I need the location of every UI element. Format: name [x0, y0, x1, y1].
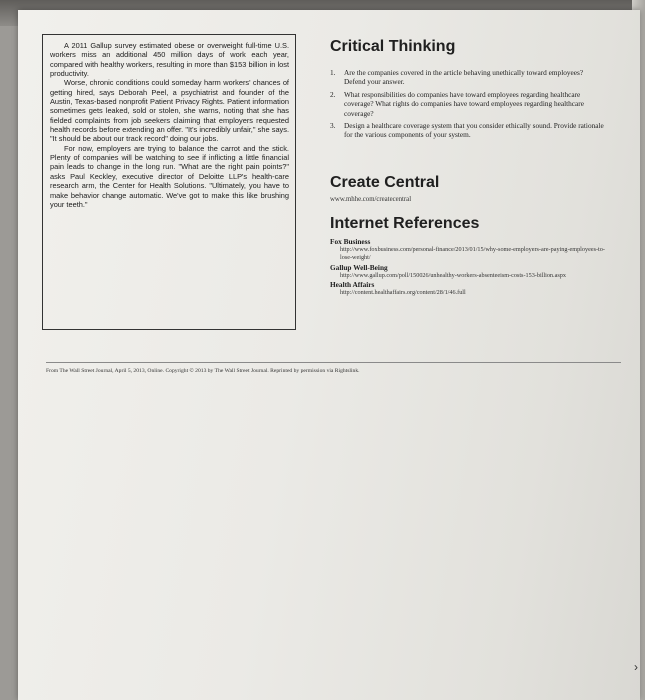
internet-references-heading: Internet References [330, 214, 480, 232]
excerpt-paragraph-3: For now, employers are trying to balance the carrot and the stick. Plenty of companies will be watching to see if inflicting a little financial pain leads to change in the long run. "What are the right pain points?" asks Paul Keckley, executive director of Deloitte LLP's health-care research arm, the Center for Health Solutions. "Ultimately, you have to make behavior change automatic. We've got to make this like brushing your teeth." [50, 143, 289, 209]
excerpt-paragraph-1: A 2011 Gallup survey estimated obese or overweight full-time U.S. workers miss an additional 450 million days of work each year, compared with healthy workers, resulting in more than $153 billion in lost productivity. [50, 41, 289, 79]
critical-thinking-list [330, 68, 605, 140]
question-item: 3. Design a healthcare coverage system that you consider ethically sound. Provide rationale for the various components of your system. [330, 121, 604, 140]
reference-url[interactable]: http://content.healthaffairs.org/content/28/1/46.full [340, 289, 466, 297]
reference-entry [330, 237, 605, 263]
reference-name: Fox Business [330, 236, 371, 246]
article-excerpt-box [42, 34, 296, 330]
reference-name: Health Affairs [330, 280, 375, 290]
document-page [18, 10, 640, 700]
source-credit: From The Wall Street Journal, April 5, 2013, Online. Copyright © 2013 by The Wall Street Journal. Reprinted by permission via Rightslink. [46, 368, 360, 374]
reference-name: Gallup Well-Being [330, 262, 388, 272]
reference-url[interactable]: http://www.foxbusiness.com/personal-finance/2013/01/15/why-some-employers-are-paying-employees-to-lose-weight/ [340, 245, 605, 262]
excerpt-paragraph-2: Worse, chronic conditions could someday harm workers' chances of getting hired, says Deborah Peel, a psychiatrist and founder of the Austin, Texas-based nonprofit Patient Privacy Rights. Patient information sometimes gets leaked, sold or stolen, she warns, noting that she has fielded complaints from job seekers claiming that employers requested health records before extending an offer. "It's incredibly unfair," she says. "It should be about our track record" doing our jobs. [50, 78, 289, 144]
section-divider [46, 362, 621, 363]
next-page-chevron-icon[interactable]: › [634, 660, 638, 674]
reference-entry [330, 263, 605, 281]
create-central-link[interactable]: www.mhhe.com/createcentral [330, 195, 412, 203]
reference-url[interactable]: http://www.gallup.com/poll/150026/unhealthy-workers-absenteeism-costs-153-billion.aspx [340, 271, 566, 279]
critical-thinking-heading: Critical Thinking [330, 38, 456, 55]
question-item: 2. What responsibilities do companies have toward employees regarding healthcare coverage? What rights do companies have toward employees regarding healthcare coverage? [330, 89, 584, 118]
reference-entry [330, 280, 605, 298]
create-central-heading: Create Central [330, 173, 440, 191]
right-column [330, 38, 605, 298]
question-item: 1. Are the companies covered in the article behaving unethically toward employees? Defend your answer. [330, 68, 584, 87]
